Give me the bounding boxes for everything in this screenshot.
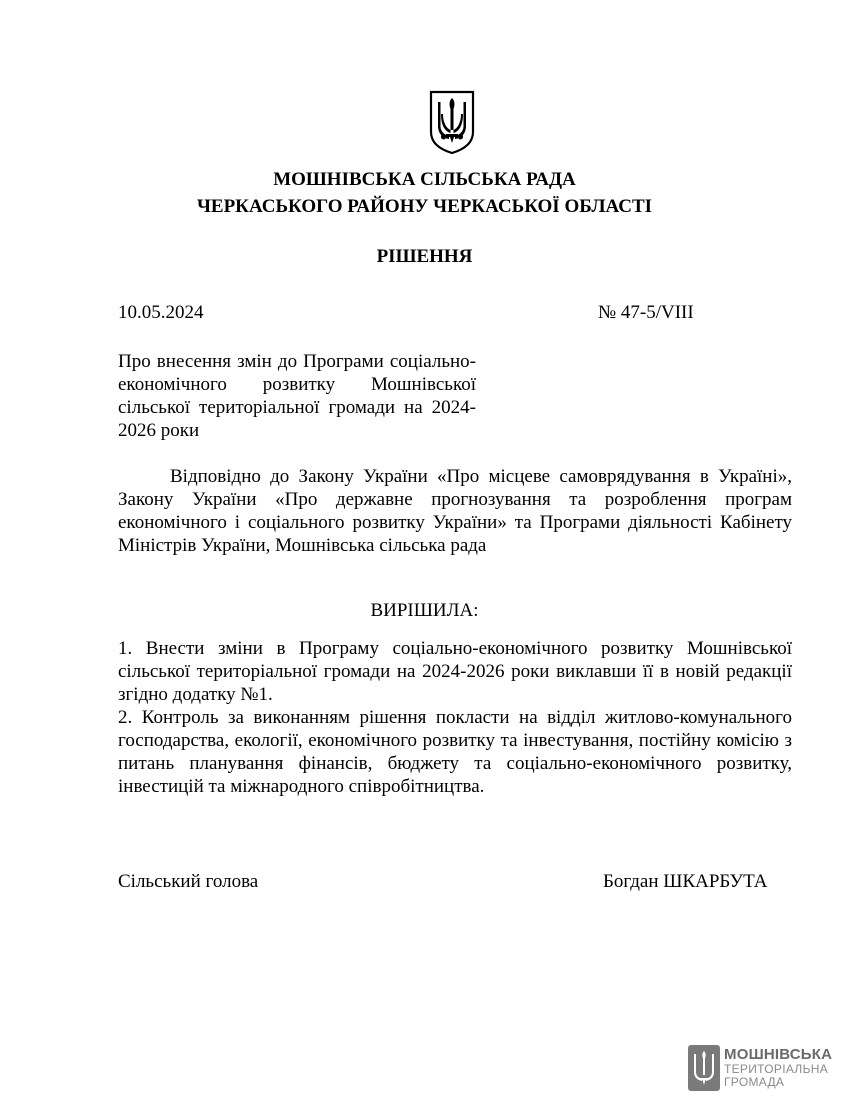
community-watermark (688, 1045, 833, 1091)
preamble-paragraph (118, 465, 792, 557)
decision-date: 10.05.2024 (118, 302, 204, 323)
council-district: ЧЕРКАСЬКОГО РАЙОНУ ЧЕРКАСЬКОЇ ОБЛАСТІ (196, 196, 653, 217)
preamble-text: Відповідно до Закону України «Про місцеве самоврядування в Україні», Закону України «Про державне прогнозування та розроблення програм економічного і соціального розвитку України» та Програми діяльності Кабінету Міністрів України, Мошнівська сільська рада (118, 466, 792, 556)
council-name: МОШНІВСЬКА СІЛЬСЬКА РАДА (273, 169, 576, 190)
document-title: РІШЕННЯ (376, 246, 473, 267)
decided-heading: ВИРІШИЛА: (370, 600, 479, 621)
decision-item-1: 1. Внести зміни в Програму соціально-економічного розвитку Мошнівської сільської територіальної громади на 2024-2026 роки виклавши її в новій редакції згідно додатку №1. (118, 638, 792, 705)
decision-number: № 47-5/VIII (598, 302, 694, 323)
watermark-line1: МОШНІВСЬКА (724, 1046, 833, 1063)
decision-item-2: 2. Контроль за виконанням рішення покласти на відділ житлово-комунального господарства, екології, економічного розвитку та інвестування, постійну комісію з питань планування фінансів, бюджету та соціально-економічного розвитку, інвестицій та міжнародного співробітництва. (118, 707, 792, 797)
signature-role: Сільський голова (118, 871, 259, 892)
ukraine-trident-icon (688, 1045, 720, 1091)
decision-subject: Про внесення змін до Програми соціально-економічного розвитку Мошнівської сільської територіальної громади на 2024-2026 роки (118, 351, 476, 441)
watermark-line3: ГРОМАДА (724, 1075, 785, 1089)
signature-name: Богдан ШКАРБУТА (603, 871, 768, 892)
watermark-line2: ТЕРИТОРІАЛЬНА (724, 1062, 829, 1076)
ukraine-trident-icon (428, 90, 476, 154)
